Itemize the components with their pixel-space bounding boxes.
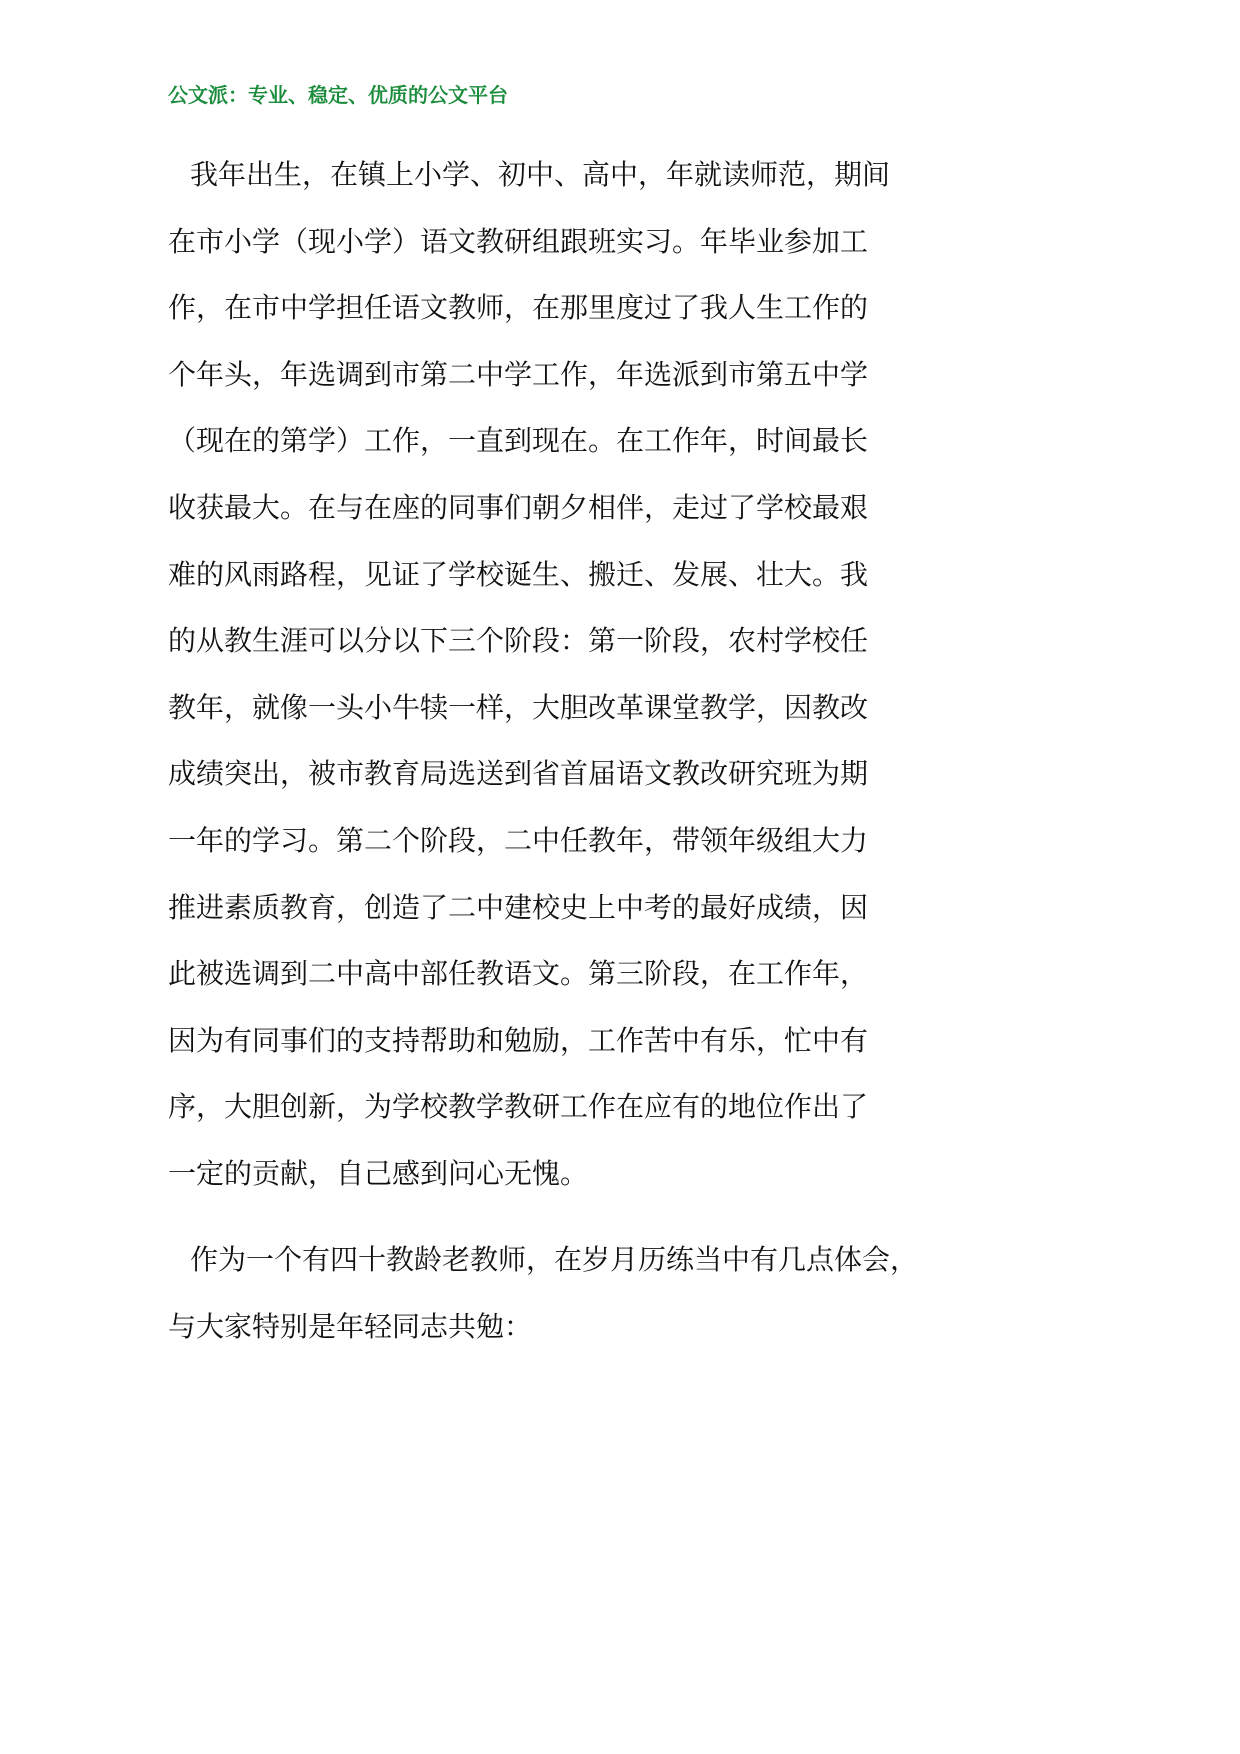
paragraph-line: 此被选调到二中高中部任教语文。第三阶段，在工作年， [168, 957, 869, 991]
paragraph-line: 因为有同事们的支持帮助和勉励，工作苦中有乐，忙中有 [168, 1023, 869, 1057]
paragraph-line: 我年出生，在镇上小学、初中、高中，年就读师范，期间 [190, 158, 891, 191]
paragraph-line: 难的风雨路程，见证了学校诞生、搬迁、发展、壮大。我 [168, 557, 869, 591]
paragraph-2 [168, 1227, 968, 1360]
paragraph-line: 作为一个有四十教龄老教师，在岁月历练当中有几点体会， [190, 1243, 919, 1276]
paragraph-line: 收获最大。在与在座的同事们朝夕相伴，走过了学校最艰 [168, 490, 869, 524]
paragraph-line: 作，在市中学担任语文教师，在那里度过了我人生工作的 [168, 291, 869, 325]
paragraph-line: 在市小学（现小学）语文教研组跟班实习。年毕业参加工 [168, 224, 869, 258]
paragraph-line: 推进素质教育，创造了二中建校史上中考的最好成绩，因 [168, 890, 869, 924]
paragraph-line: 的从教生涯可以分以下三个阶段：第一阶段，农村学校任 [168, 624, 869, 658]
paragraph-line: 一定的贡献，自己感到问心无愧。 [168, 1156, 589, 1190]
paragraph-line: 一年的学习。第二个阶段，二中任教年，带领年级组大力 [168, 823, 869, 857]
site-header-title: 公文派：专业、稳定、优质的公文平台 [168, 83, 508, 107]
paragraph-line: （现在的第学）工作，一直到现在。在工作年，时间最长 [168, 424, 869, 458]
paragraph-line: 个年头，年选调到市第二中学工作，年选派到市第五中学 [168, 357, 869, 391]
paragraph-line: 序，大胆创新，为学校教学教研工作在应有的地位作出了 [168, 1090, 869, 1124]
paragraph-line: 与大家特别是年轻同志共勉： [168, 1309, 533, 1343]
paragraph-1 [168, 142, 968, 1208]
paragraph-line: 教年，就像一头小牛犊一样，大胆改革课堂教学，因教改 [168, 690, 869, 724]
paragraph-line: 成绩突出，被市教育局选送到省首届语文教改研究班为期 [168, 757, 869, 791]
